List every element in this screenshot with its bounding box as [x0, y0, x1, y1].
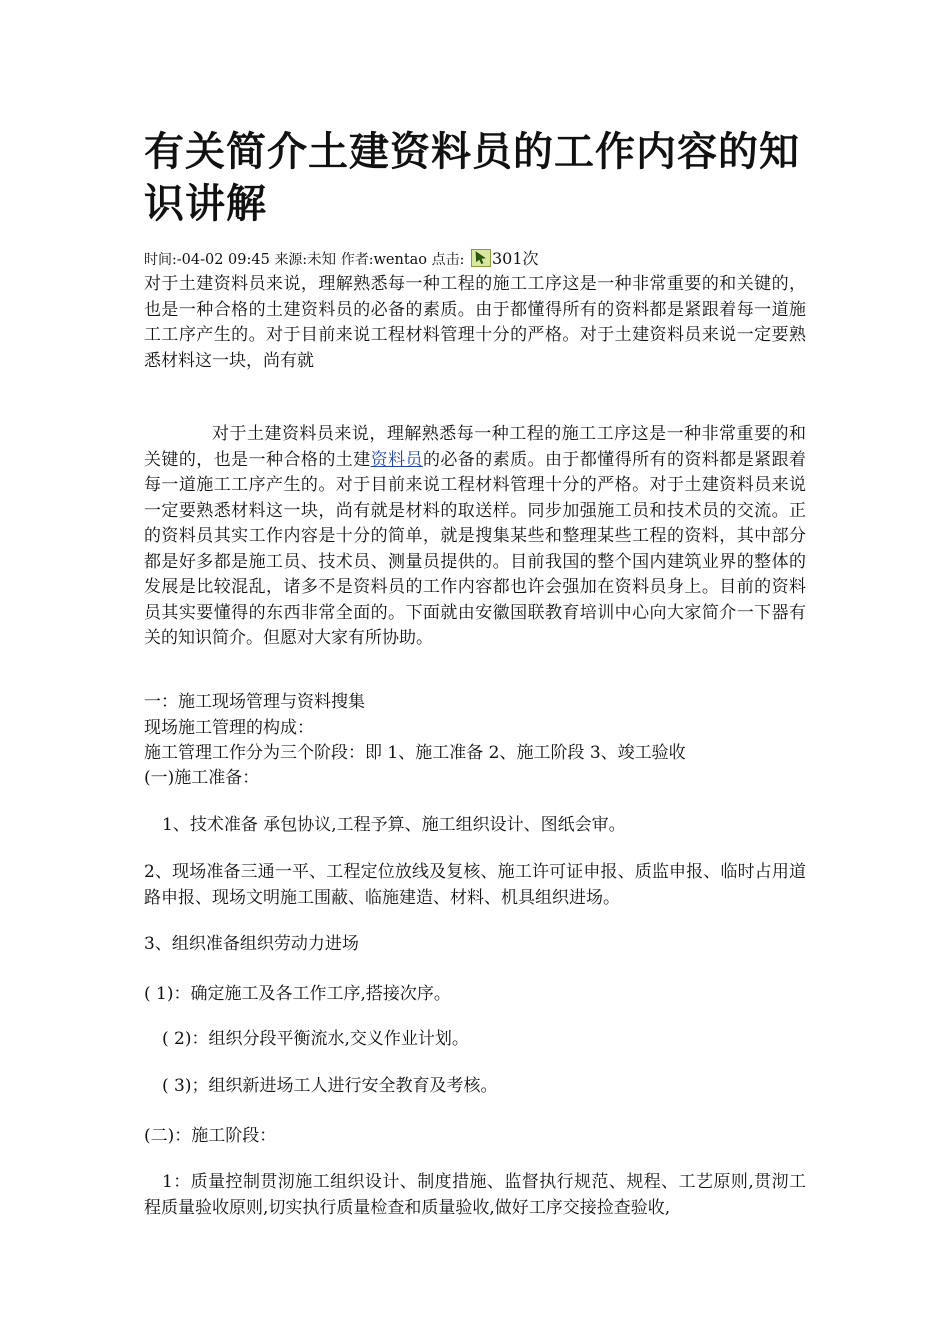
prep-item-site: 2、现场准备三通一平、工程定位放线及复核、施工许可证申报、质监申报、临时占用道路申报、现场文明施工围蔽、临施建造、材料、机具组织进场。	[144, 862, 806, 908]
prep-item-organization: 3、组织准备组织劳动力进场	[144, 934, 359, 954]
prep-item-technical: 1、技术准备 承包协议,工程予算、施工组织设计、图纸会审。	[162, 815, 626, 835]
prep-heading: (一)施工准备：	[144, 768, 260, 788]
article-summary: 对于土建资料员来说，理解熟悉每一种工程的施工工序这是一种非常重要的和关键的，也是一种合格的土建资料员的必备的素质。由于都懂得所有的资料都是紧跟着每一道施工工序产生的。对于目前来说工程材料管理十分的严格。对于土建资料员来说一定要熟悉材料这一块，尚有就	[144, 274, 806, 371]
time-value: -04-02 09:45	[176, 252, 270, 268]
org-subitem-1: ( 1)：确定施工及各工作工序,搭接次序。	[144, 984, 451, 1004]
zilaoyuan-link[interactable]: 资料员	[370, 449, 423, 470]
author-label: 作者:	[340, 252, 374, 268]
section1-heading: 一：施工现场管理与资料搜集	[144, 692, 365, 712]
body-intro-text-before: 对于土建资料员来说，理解熟悉每一种工程的施工工序这是一种非常重要的和关键的，也是一种合格的土建	[144, 424, 806, 470]
construction-heading: (二)：施工阶段：	[144, 1126, 277, 1146]
clicks-unit: 次	[522, 249, 539, 268]
section1-subheading: 现场施工管理的构成：	[144, 718, 314, 738]
click-counter-icon	[471, 249, 491, 267]
org-subitem-2: ( 2)：组织分段平衡流水,交义作业计划。	[162, 1029, 469, 1049]
source-value: 未知	[307, 252, 337, 268]
article-title: 有关简介土建资料员的工作内容的知识讲解	[144, 129, 800, 227]
author-value: wentao	[373, 252, 428, 268]
body-intro-text-after: 的必备的素质。由于都懂得所有的资料都是紧跟着每一道施工工序产生的。对于目前来说工程材料管理十分的严格。对于土建资料员来说一定要熟悉材料这一块，尚有就是材料的取送样。同步加强施工员和技术员的交流。正的资料员其实工作内容是十分的简单，就是搜集某些和整理某些工程的资料，其中部分都是好多都是施工员、技术员、测量员提供的。目前我国的整个国内建筑业界的整体的发展是比较混乱，诸多不是资料员的工作内容都也许会强加在资料员身上。目前的资料员其实要懂得的东西非常全面的。下面就由安徽国联教育培训中心向大家简介一下器有关的知识简介。但愿对大家有所协助。	[144, 449, 807, 648]
source-label: 来源:	[274, 252, 308, 268]
stages-line: 施工管理工作分为三个阶段：即 1、施工准备 2、施工阶段 3、竣工验收	[144, 743, 686, 763]
construction-item-quality: 1：质量控制贯沏施工组织设计、制度措施、监督执行规范、规程、工艺原则,贯沏工程质量验收原则,切实执行质量检查和质量验收,做好工序交接捡查验收,	[144, 1172, 806, 1218]
org-subitem-3: ( 3)；组织新进场工人进行安全教育及考核。	[162, 1076, 498, 1096]
body-intro-paragraph	[144, 422, 806, 652]
clicks-label: 点击:	[431, 252, 465, 268]
time-label: 时间:	[144, 252, 177, 268]
clicks-value: 301	[491, 249, 523, 268]
article-meta	[144, 248, 824, 271]
